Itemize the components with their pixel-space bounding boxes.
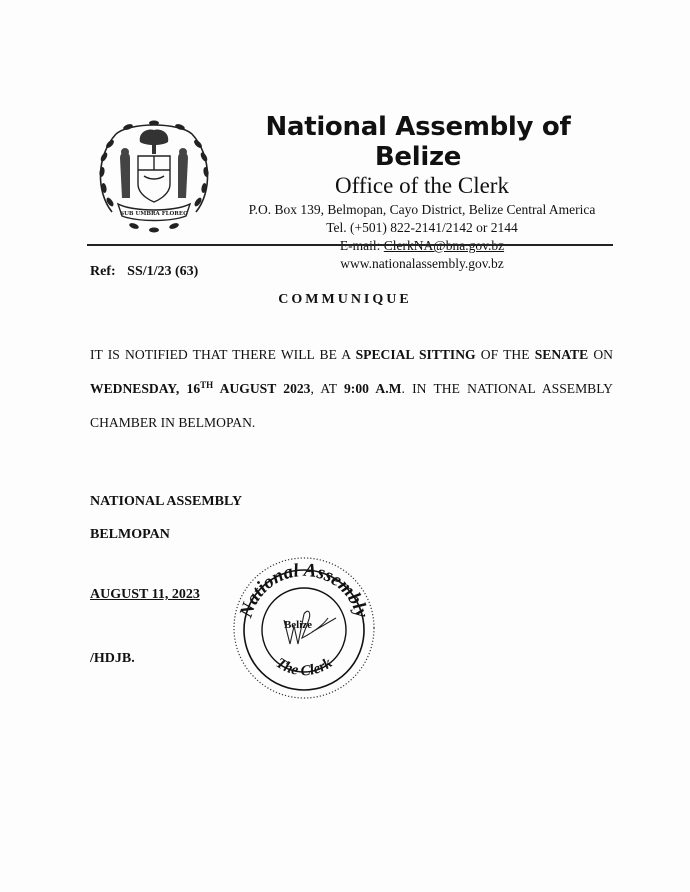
sitting-time: 9:00 A.M	[344, 381, 402, 396]
document-title: COMMUNIQUE	[278, 292, 412, 307]
office-name: Office of the Clerk	[335, 173, 509, 198]
stamp-center-text: Belize	[283, 619, 313, 631]
stamp-top-text: National Assembly	[235, 559, 373, 621]
stamp-bottom-text: The Clerk	[272, 655, 336, 680]
svg-text:The Clerk	[273, 655, 336, 679]
reference-line	[90, 264, 198, 280]
svg-text:SUB UMBRA FLOREO: SUB UMBRA FLOREO	[120, 211, 188, 217]
body-text: ON	[588, 347, 613, 362]
svg-text:National Assembly	[235, 560, 372, 622]
organization-name: National Assembly of Belize	[265, 112, 571, 172]
chamber-name: SENATE	[534, 347, 589, 362]
email-label: E-mail:	[339, 238, 381, 253]
body-text: OF THE	[475, 347, 535, 362]
postal-address: P.O. Box 139, Belmopan, Cayo District, Belize Central America	[248, 202, 596, 217]
sitting-type: SPECIAL SITTING	[355, 347, 476, 362]
telephone: Tel. (+501) 822-2141/2142 or 2144	[326, 220, 518, 235]
official-stamp	[228, 552, 380, 702]
signature-org: NATIONAL ASSEMBLY	[90, 494, 243, 509]
letterhead	[232, 112, 612, 272]
body-text: , AT	[310, 381, 344, 396]
email-line	[232, 238, 612, 254]
email-link[interactable]: ClerkNA@bna.gov.bz	[383, 238, 505, 253]
sitting-date: WEDNESDAY, 16TH AUGUST 2023	[90, 380, 311, 396]
reference-value: SS/1/23 (63)	[127, 264, 199, 279]
header-divider	[87, 244, 613, 246]
body-text: . IN THE NATIONAL ASSEMBLY CHAMBER IN BELMOPAN.	[90, 381, 613, 430]
signature-city: BELMOPAN	[90, 527, 170, 542]
notice-body	[90, 338, 613, 440]
reference-label: Ref:	[90, 264, 116, 279]
author-initials: /HDJB.	[90, 651, 135, 666]
website-link[interactable]: www.nationalassembly.gov.bz	[340, 256, 504, 271]
issue-date: AUGUST 11, 2023	[90, 587, 200, 602]
belize-coat-of-arms-icon	[90, 112, 218, 240]
body-text: IT IS NOTIFIED THAT THERE WILL BE A	[90, 347, 356, 362]
